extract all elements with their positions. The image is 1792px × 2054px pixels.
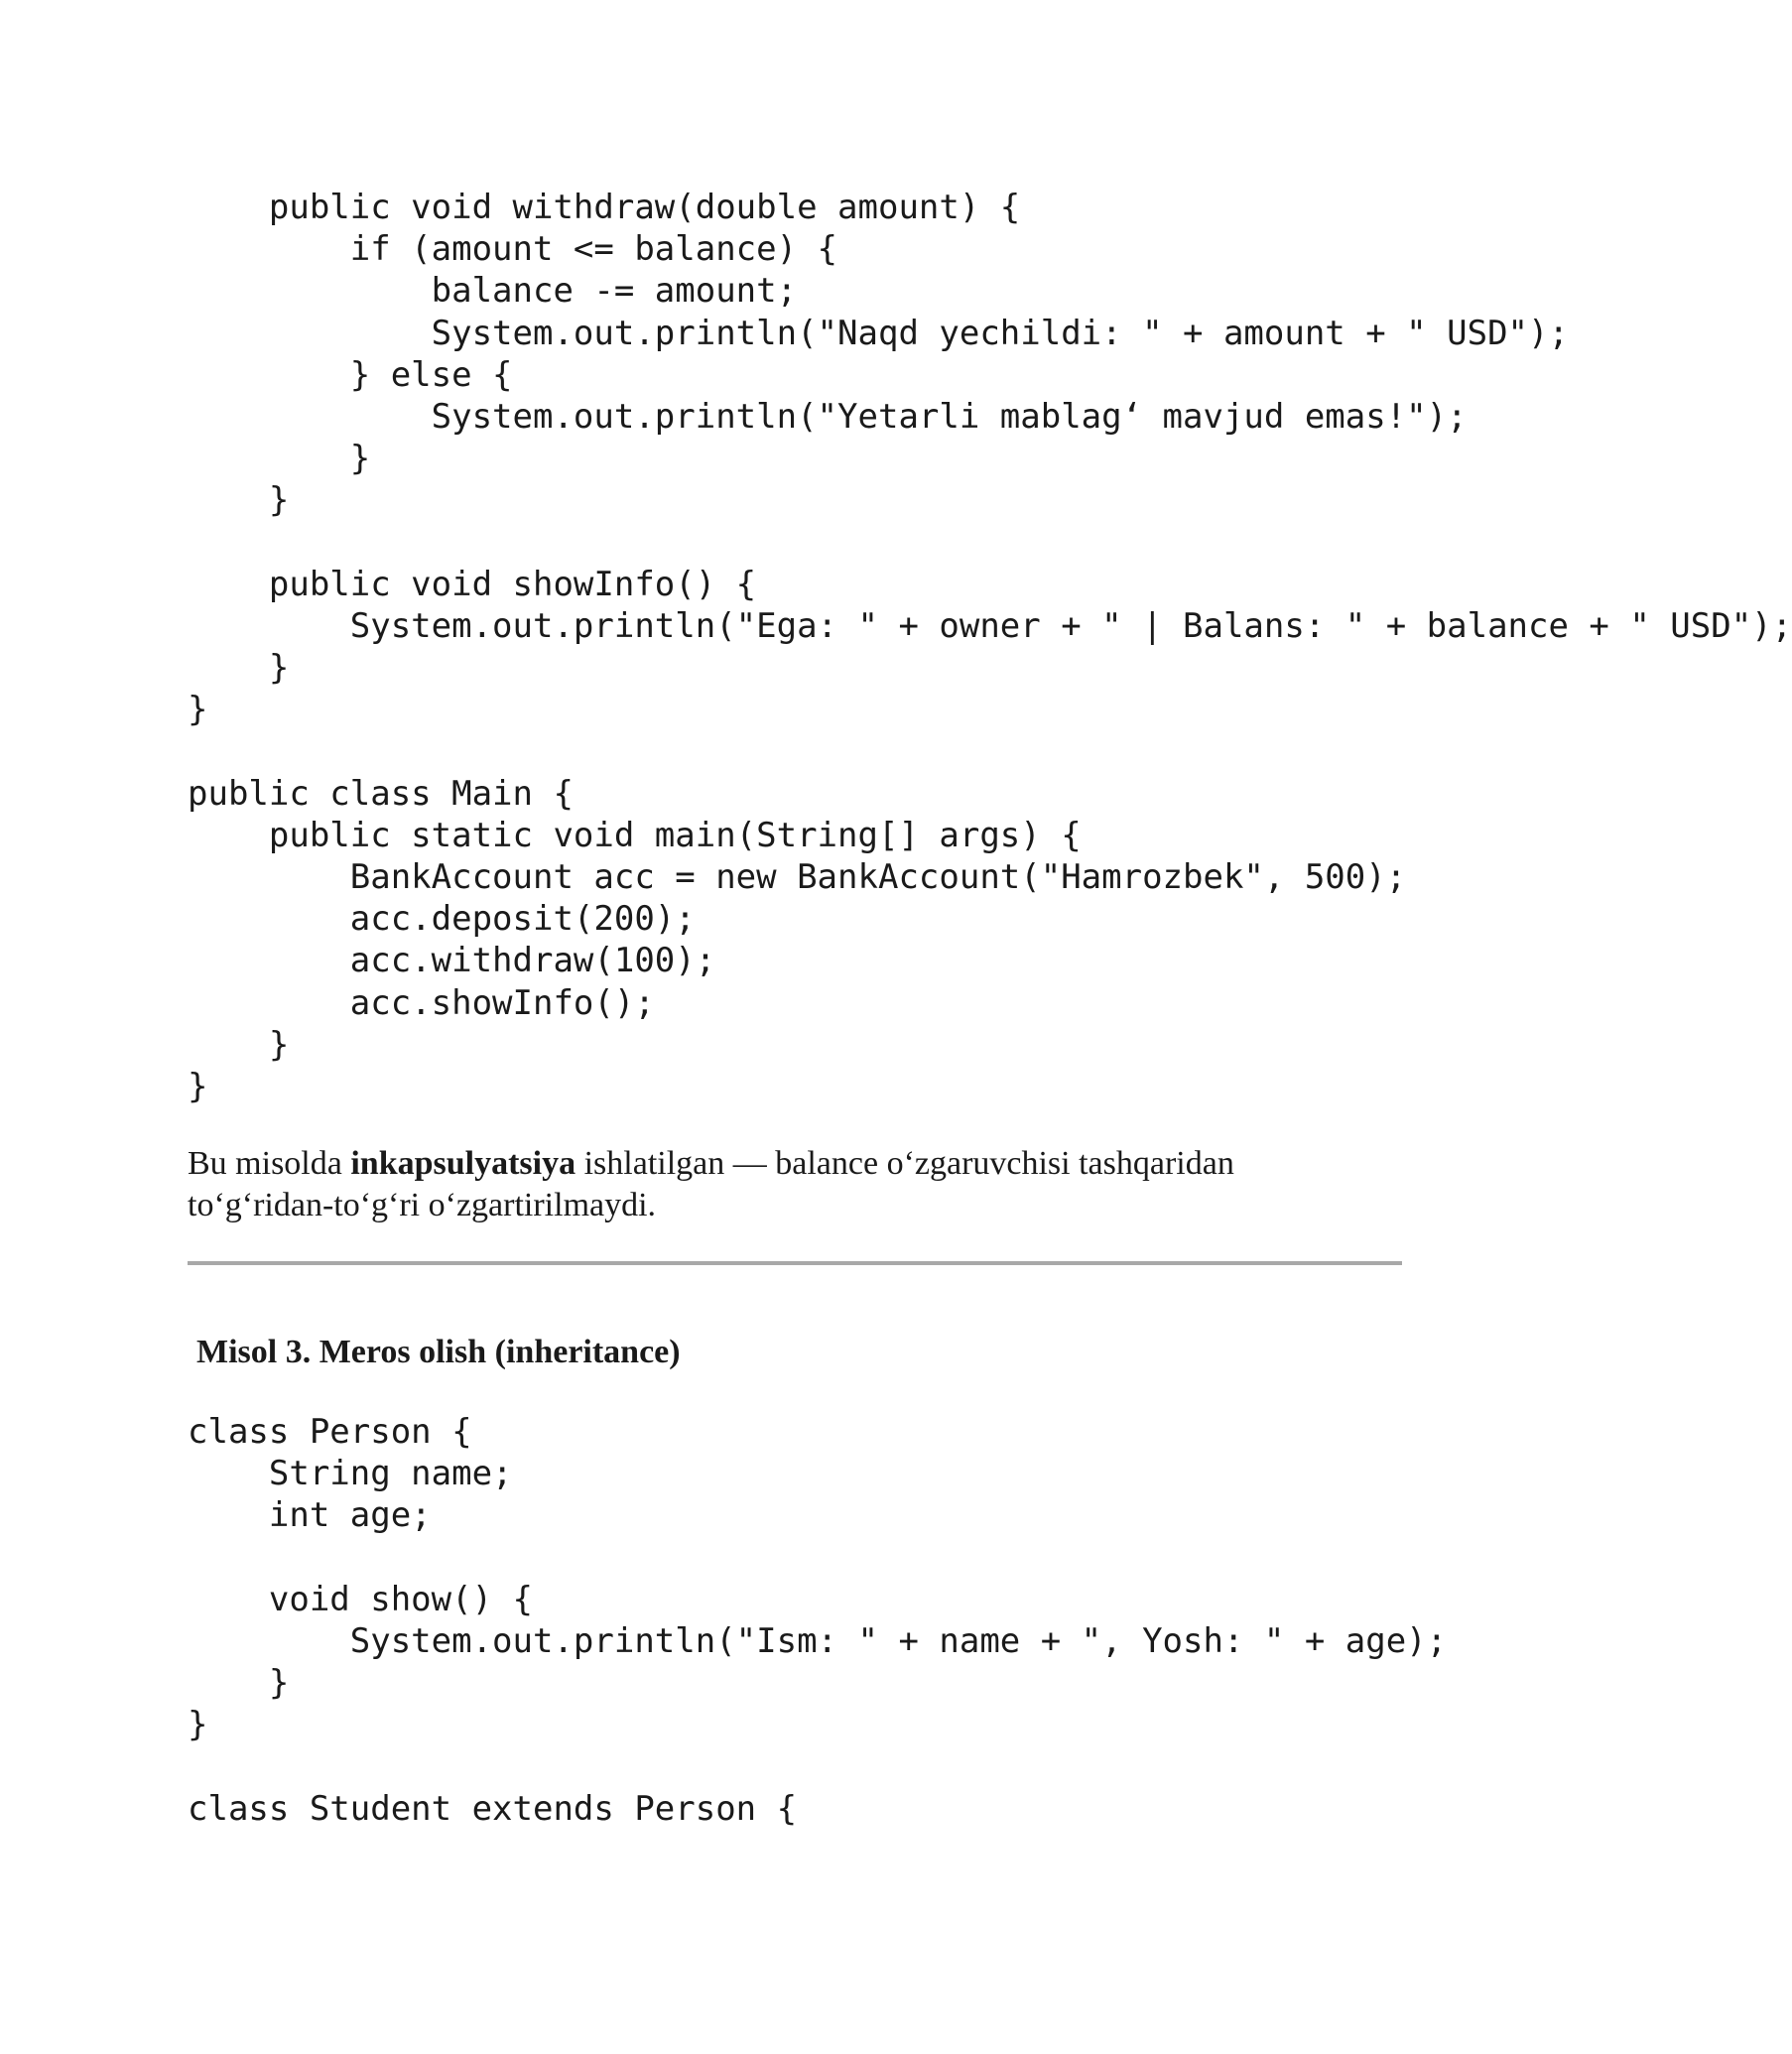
- code-line: }: [188, 1663, 290, 1704]
- code-line: public class Main {: [188, 773, 574, 814]
- code-line: }: [188, 648, 290, 689]
- code-line: }: [188, 480, 290, 521]
- section-heading: Misol 3. Meros olish (inheritance): [196, 1334, 681, 1370]
- code-line: balance -= amount;: [188, 271, 798, 312]
- code-line: System.out.println("Naqd yechildi: " + amount + " USD");: [188, 313, 1569, 353]
- code-line: acc.deposit(200);: [188, 899, 696, 940]
- explanation-paragraph: [188, 1143, 1438, 1226]
- code-block-bank-account: [188, 187, 1792, 1107]
- code-block-inheritance: [188, 1411, 1447, 1830]
- code-line: class Person {: [188, 1412, 472, 1452]
- code-line: public static void main(String[] args) {: [188, 815, 1082, 855]
- code-line: [188, 1537, 1447, 1579]
- code-line: [188, 1746, 1447, 1788]
- code-line: String name;: [188, 1454, 513, 1494]
- paragraph-text: to‘g‘ridan-to‘g‘ri o‘zgartirilmaydi.: [188, 1187, 657, 1223]
- code-line: class Student extends Person {: [188, 1788, 798, 1829]
- code-line: BankAccount acc = new BankAccount("Hamrozbek", 500);: [188, 857, 1407, 897]
- code-line: }: [188, 690, 208, 730]
- paragraph-text: ishlatilgan — balance o‘zgaruvchisi tashqaridan: [576, 1145, 1234, 1182]
- code-line: }: [188, 1024, 290, 1065]
- code-line: public void showInfo() {: [188, 564, 757, 604]
- paragraph-text: Bu misolda: [188, 1145, 351, 1182]
- code-line: acc.withdraw(100);: [188, 941, 716, 981]
- horizontal-rule: [188, 1261, 1402, 1265]
- code-line: [188, 730, 1792, 772]
- code-line: int age;: [188, 1495, 432, 1536]
- code-line: acc.showInfo();: [188, 982, 655, 1023]
- code-line: if (amount <= balance) {: [188, 229, 838, 270]
- code-line: [188, 522, 1792, 564]
- code-line: System.out.println("Ega: " + owner + " | Balans: " + balance + " USD");: [188, 605, 1792, 646]
- code-line: System.out.println("Ism: " + name + ", Yosh: " + age);: [188, 1620, 1448, 1661]
- code-line: }: [188, 439, 371, 479]
- code-line: void show() {: [188, 1579, 533, 1619]
- code-line: System.out.println("Yetarli mablag‘ mavjud emas!");: [188, 396, 1468, 437]
- code-line: } else {: [188, 354, 513, 395]
- code-line: public void withdraw(double amount) {: [188, 188, 1021, 227]
- code-line: }: [188, 1066, 208, 1106]
- code-line: }: [188, 1705, 208, 1745]
- paragraph-bold-term: inkapsulyatsiya: [350, 1145, 576, 1182]
